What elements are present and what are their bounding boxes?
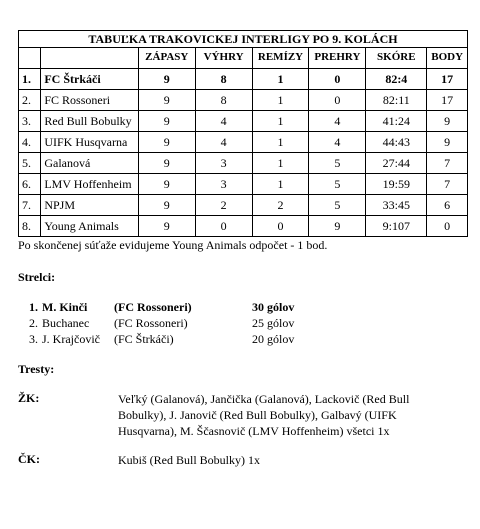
scorer-name: M. Kinči xyxy=(42,300,88,314)
cell-score: 9:107 xyxy=(366,216,427,237)
cell-draws: 1 xyxy=(252,174,309,195)
table-row xyxy=(19,195,468,216)
cell-draws: 1 xyxy=(252,111,309,132)
cell-team: FC Rossoneri xyxy=(41,90,139,111)
scorer-row xyxy=(24,332,324,348)
cell-points: 17 xyxy=(427,90,468,111)
cell-points: 17 xyxy=(427,69,468,90)
cell-wins: 2 xyxy=(195,195,252,216)
cell-draws: 1 xyxy=(252,132,309,153)
header-wins: VÝHRY xyxy=(195,48,252,69)
cell-losses: 0 xyxy=(309,69,366,90)
cell-score: 19:59 xyxy=(366,174,427,195)
cell-losses: 4 xyxy=(309,132,366,153)
cell-draws: 2 xyxy=(252,195,309,216)
scorer-club: (FC Rossoneri) xyxy=(114,316,188,330)
header-draws: REMÍZY xyxy=(252,48,309,69)
cell-draws: 1 xyxy=(252,90,309,111)
deduction-note: Po skončenej súťaže evidujeme Young Animals odpočet - 1 bod. xyxy=(18,238,328,252)
header-blank xyxy=(41,48,139,69)
cell-played: 9 xyxy=(138,69,195,90)
cell-rank: 2. xyxy=(19,90,41,111)
red-cards-label: ČK: xyxy=(18,452,40,466)
cell-rank: 7. xyxy=(19,195,41,216)
cell-wins: 3 xyxy=(195,174,252,195)
cell-points: 9 xyxy=(427,132,468,153)
cell-team: Young Animals xyxy=(41,216,139,237)
cell-score: 82:4 xyxy=(366,69,427,90)
table-row xyxy=(19,174,468,195)
penalties-heading: Tresty: xyxy=(18,362,55,376)
cell-team: Red Bull Bobulky xyxy=(41,111,139,132)
cell-team: NPJM xyxy=(41,195,139,216)
yellow-cards-label: ŽK: xyxy=(18,391,40,405)
cell-score: 27:44 xyxy=(366,153,427,174)
cell-wins: 8 xyxy=(195,90,252,111)
scorer-club: (FC Rossoneri) xyxy=(114,300,192,314)
scorer-goals: 25 gólov xyxy=(252,316,295,330)
cell-rank: 1. xyxy=(19,69,41,90)
cell-draws: 0 xyxy=(252,216,309,237)
cell-played: 9 xyxy=(138,216,195,237)
scorer-name: Buchanec xyxy=(42,316,90,330)
scorer-row xyxy=(24,316,324,332)
cell-rank: 6. xyxy=(19,174,41,195)
cell-rank: 5. xyxy=(19,153,41,174)
cell-losses: 4 xyxy=(309,111,366,132)
cell-points: 0 xyxy=(427,216,468,237)
table-row xyxy=(19,90,468,111)
table-title-row xyxy=(19,31,468,48)
cell-points: 6 xyxy=(427,195,468,216)
scorer-rank: 1. xyxy=(29,300,38,314)
scorer-goals: 20 gólov xyxy=(252,332,295,346)
table-title: TABUĽKA TRAKOVICKEJ INTERLIGY PO 9. KOLÁCH xyxy=(19,31,468,48)
table-row xyxy=(19,153,468,174)
scorers-list xyxy=(24,300,324,348)
cell-draws: 1 xyxy=(252,69,309,90)
cell-played: 9 xyxy=(138,132,195,153)
cell-points: 7 xyxy=(427,174,468,195)
table-row xyxy=(19,69,468,90)
cell-played: 9 xyxy=(138,153,195,174)
cell-team: FC Štrkáči xyxy=(41,69,139,90)
red-cards-text: Kubiš (Red Bull Bobulky) 1x xyxy=(118,453,261,467)
table-row xyxy=(19,111,468,132)
header-losses: PREHRY xyxy=(309,48,366,69)
cell-team: UIFK Husqvarna xyxy=(41,132,139,153)
cell-rank: 4. xyxy=(19,132,41,153)
cell-wins: 4 xyxy=(195,132,252,153)
cell-losses: 5 xyxy=(309,174,366,195)
header-blank xyxy=(19,48,41,69)
cell-score: 44:43 xyxy=(366,132,427,153)
cell-points: 9 xyxy=(427,111,468,132)
header-score: SKÓRE xyxy=(366,48,427,69)
cell-losses: 0 xyxy=(309,90,366,111)
cell-losses: 9 xyxy=(309,216,366,237)
cell-wins: 8 xyxy=(195,69,252,90)
cell-losses: 5 xyxy=(309,195,366,216)
yellow-cards-text: Veľký (Galanová), Jančička (Galanová), Lackovič (Red Bull Bobulky), J. Janovič (Red Bull Bobulky), Galbavý (UIFK Husqvarna), M. Ščasnovič (LMV Hoffenheim) všetci 1x xyxy=(118,392,410,438)
scorers-heading: Strelci: xyxy=(18,270,56,284)
cell-rank: 8. xyxy=(19,216,41,237)
table-row xyxy=(19,216,468,237)
cell-score: 33:45 xyxy=(366,195,427,216)
scorer-club: (FC Štrkáči) xyxy=(114,332,174,346)
cell-wins: 3 xyxy=(195,153,252,174)
league-table xyxy=(18,30,468,237)
table-row xyxy=(19,132,468,153)
cell-draws: 1 xyxy=(252,153,309,174)
cell-played: 9 xyxy=(138,174,195,195)
cell-team: LMV Hoffenheim xyxy=(41,174,139,195)
scorer-row xyxy=(24,300,324,316)
cell-score: 41:24 xyxy=(366,111,427,132)
cell-team: Galanová xyxy=(41,153,139,174)
table-header-row xyxy=(19,48,468,69)
header-played: ZÁPASY xyxy=(138,48,195,69)
scorer-name: J. Krajčovič xyxy=(42,332,100,346)
cell-wins: 4 xyxy=(195,111,252,132)
cell-wins: 0 xyxy=(195,216,252,237)
cell-rank: 3. xyxy=(19,111,41,132)
cell-played: 9 xyxy=(138,111,195,132)
header-points: BODY xyxy=(427,48,468,69)
cell-losses: 5 xyxy=(309,153,366,174)
cell-score: 82:11 xyxy=(366,90,427,111)
scorer-rank: 2. xyxy=(29,316,38,330)
cell-points: 7 xyxy=(427,153,468,174)
cell-played: 9 xyxy=(138,90,195,111)
scorer-rank: 3. xyxy=(29,332,38,346)
cell-played: 9 xyxy=(138,195,195,216)
scorer-goals: 30 gólov xyxy=(252,300,295,314)
